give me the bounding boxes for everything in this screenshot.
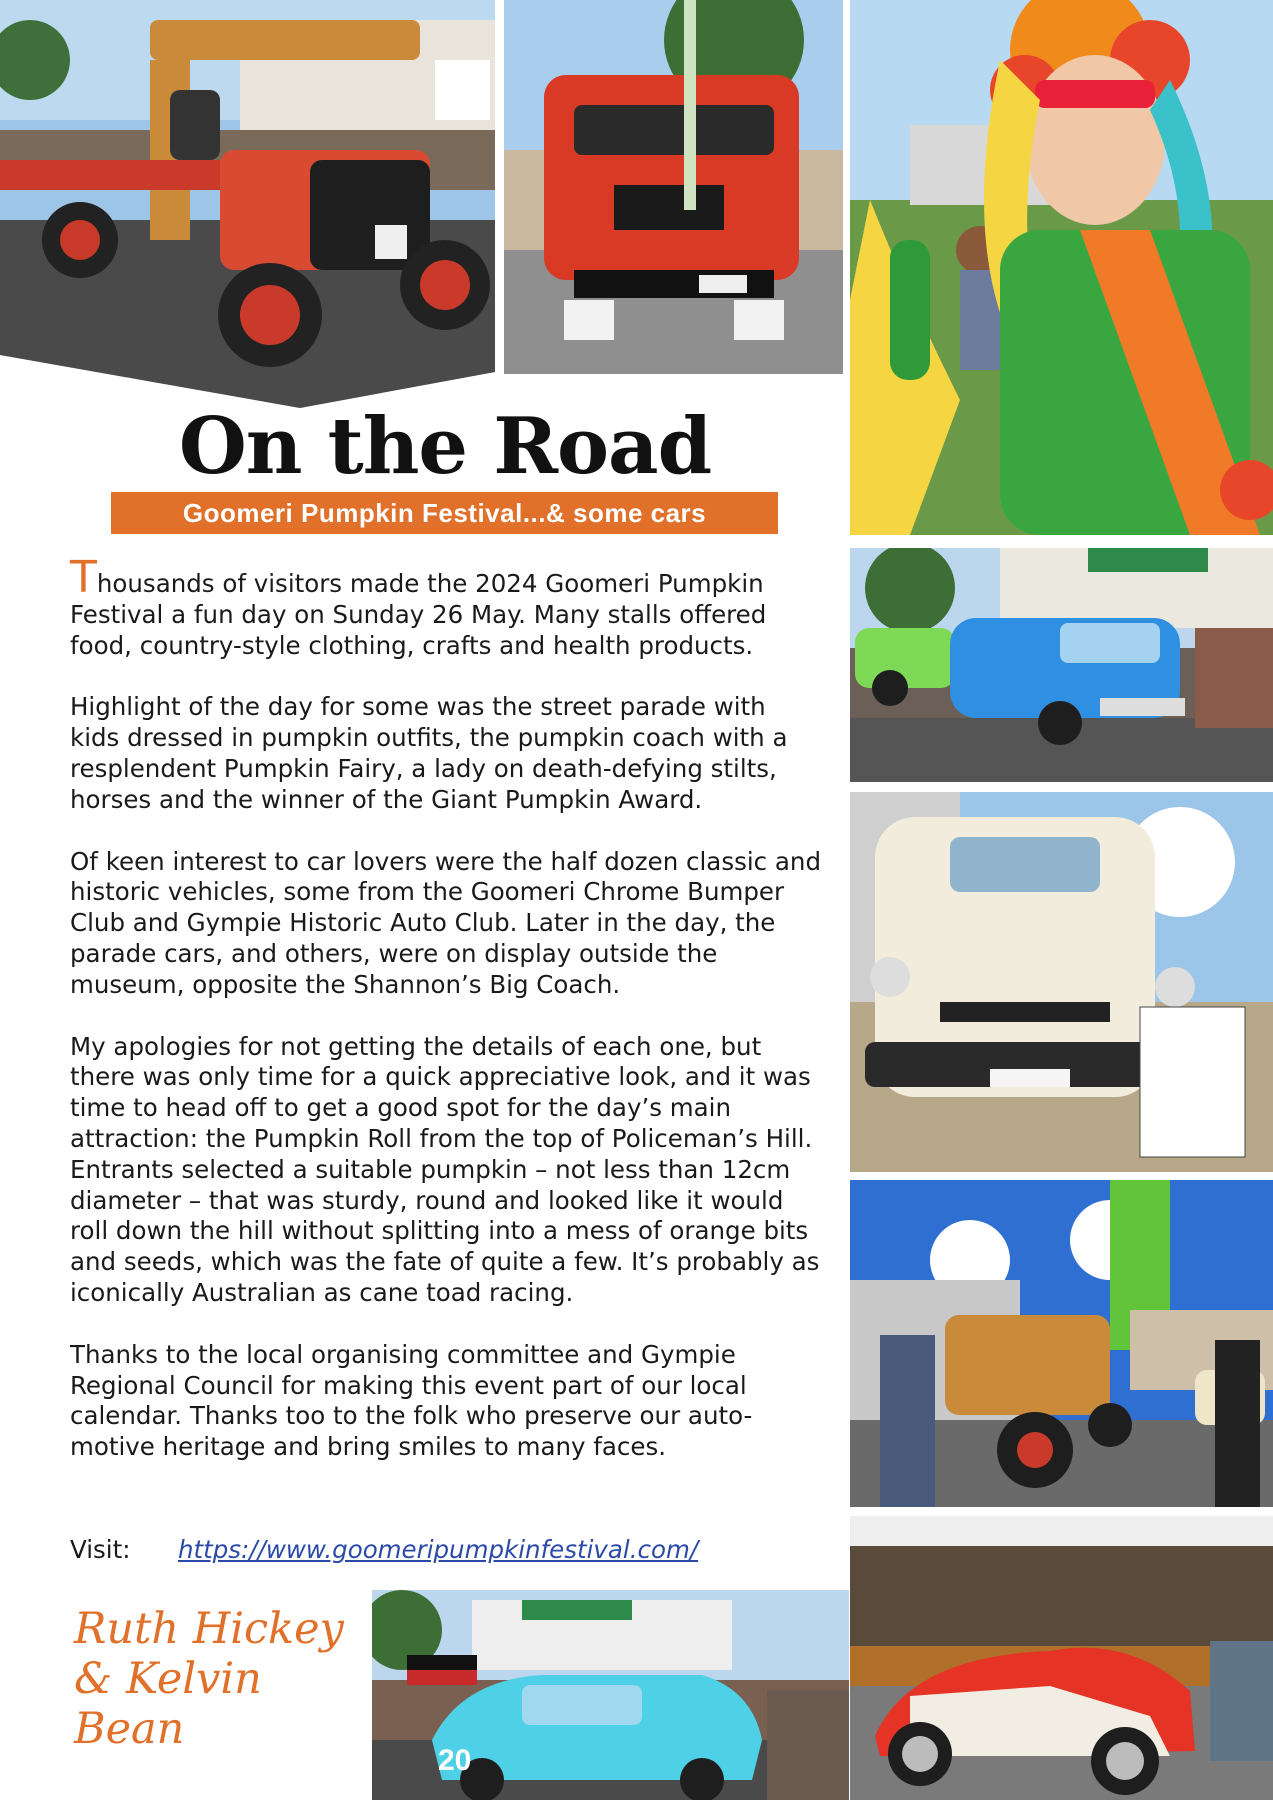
photo-pumpkin-fairy xyxy=(850,0,1273,535)
paragraph-text: My apologies for not getting the details of each one, but there was only time for a quick appreciative look, and it was time to head off to get a good spot for the day’s main attraction: the Pumpkin Roll from the top of Policeman’s Hill. Entrants selected a suitable pumpkin – not less than 12cm diameter – that was sturdy, round and looked like it would roll down the hill without splitting into a mess of orange bits and seeds, which was the fate of quite a few. It’s probably as iconically Australian as cane toad racing. xyxy=(70,1031,820,1307)
body-paragraph xyxy=(70,1340,822,1463)
article-body xyxy=(70,552,822,1494)
drop-cap: T xyxy=(70,552,97,603)
photo-international-truck xyxy=(504,0,843,374)
article-subtitle: Goomeri Pumpkin Festival...& some cars xyxy=(111,492,778,534)
article-title: On the Road xyxy=(178,401,712,492)
photo-blue-ute xyxy=(850,548,1273,782)
page-number: 20 xyxy=(438,1744,472,1777)
author-signature xyxy=(74,1604,364,1754)
author-line: Ruth Hickey xyxy=(74,1604,344,1654)
body-paragraph xyxy=(70,552,822,661)
paragraph-text: Thanks to the local organising committee and Gympie Regional Council for making this event part of our local calendar. Thanks too to the folk who preserve our auto-motive heritage and bring smiles to many faces. xyxy=(70,1339,753,1462)
visit-label: Visit: xyxy=(70,1535,131,1564)
photo-cream-ute xyxy=(850,792,1273,1172)
body-paragraph xyxy=(70,847,822,1001)
paragraph-text: housands of visitors made the 2024 Goomeri Pumpkin Festival a fun day on Sunday 26 May. Many stalls offered food, country-style clothing, crafts and health products. xyxy=(70,569,767,660)
photo-red-sports-car xyxy=(850,1516,1273,1800)
photo-auto-club xyxy=(850,1180,1273,1507)
paragraph-text: Of keen interest to car lovers were the half dozen classic and historic vehicles, some from the Goomeri Chrome Bumper Club and Gympie Historic Auto Club. Later in the day, the parade cars, and others, were on display outside the museum, opposite the Shannon’s Big Coach. xyxy=(70,846,822,999)
paragraph-text: Highlight of the day for some was the street parade with kids dressed in pumpkin outfits, the pumpkin coach with a resplendent Pumpkin Fairy, a lady on death-defying stilts, horses and the winner of the Giant Pumpkin Award. xyxy=(70,692,788,814)
festival-link[interactable]: https://www.goomeripumpkinfestival.com/ xyxy=(178,1535,699,1564)
body-paragraph xyxy=(70,692,822,815)
body-paragraph xyxy=(70,1032,822,1309)
author-line: & Kelvin Bean xyxy=(74,1654,262,1754)
photo-vintage-truck xyxy=(0,0,495,408)
